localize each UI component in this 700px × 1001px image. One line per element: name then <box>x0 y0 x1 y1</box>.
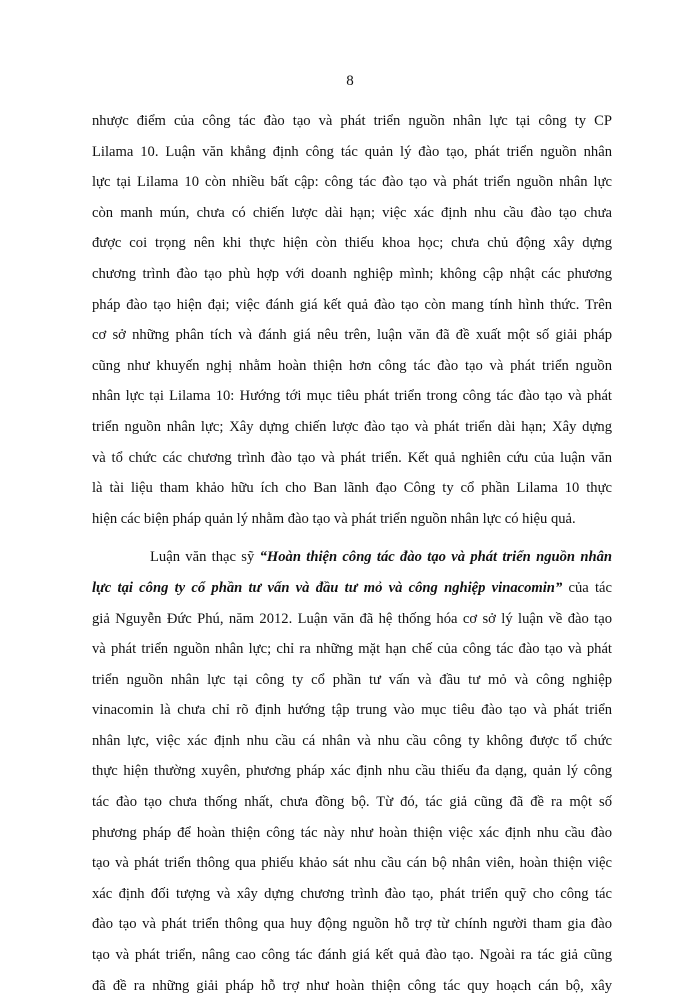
after-title-text: của tác <box>562 579 612 596</box>
text-line: được coi trọng nên khi thực hiện còn thiếu khoa học; chưa chủ động xây dựng <box>92 235 612 252</box>
text-line: đã đề ra những giải pháp hỗ trợ như hoàn thiện công tác quy hoạch cán bộ, xây <box>92 977 612 994</box>
text-line: cũng như khuyến nghị nhằm hoàn thiện hơn công tác đào tạo và phát triển nguồn <box>92 357 612 374</box>
thesis-title-part2: lực tại công ty cổ phần tư vấn và đầu tư mỏ và công nghiệp vinacomin <box>92 579 555 596</box>
text-line: nhược điểm của công tác đào tạo và phát triển nguồn nhân lực tại công ty CP <box>92 113 612 129</box>
text-line: Lilama 10. Luận văn khẳng định công tác quản lý đào tạo, phát triển nguồn nhân <box>92 143 612 160</box>
text-line: còn manh mún, chưa có chiến lược dài hạn; việc xác định nhu cầu đào tạo chưa <box>92 204 612 221</box>
text-line: là tài liệu tham khảo hữu ích cho Ban lãnh đạo Công ty cổ phần Lilama 10 thực <box>92 480 612 497</box>
paragraph-spacer <box>92 534 612 542</box>
paragraph-vinacomin-review <box>92 542 612 1001</box>
text-line: triển nguồn nhân lực tại công ty cổ phần tư vấn và đầu tư mỏ và công nghiệp <box>92 671 612 688</box>
text-line: vinacomin là chưa chỉ rõ định hướng tập trung vào mục tiêu đào tạo và phát triển <box>92 702 612 719</box>
open-quote: “ <box>259 549 267 566</box>
text-line: nhân lực tại Lilama 10: Hướng tới mục tiêu phát triển trong công tác đào tạo và phát <box>92 388 612 405</box>
close-quote: ” <box>554 579 563 596</box>
text-line <box>92 542 612 573</box>
text-line: và tổ chức các chương trình đào tạo và phát triển. Kết quả nghiên cứu của luận văn <box>92 449 612 466</box>
lead-text: Luận văn thạc sỹ <box>150 549 260 566</box>
text-line: hiện các biện pháp quản lý nhằm đào tạo và phát triển nguồn nhân lực có hiệu quả. <box>92 510 576 527</box>
thesis-title-part1: Hoàn thiện công tác đào tạo và phát triển nguồn nhân <box>266 549 612 566</box>
page-number: 8 <box>346 73 354 89</box>
quoted-title <box>260 549 612 565</box>
text-line: cơ sở những phân tích và đánh giá nêu trên, luận văn đã đề xuất một số giải pháp <box>92 327 612 344</box>
text-line: xác định đối tượng và xây dựng chương trình đào tạo, phát triển quỹ cho công tác <box>92 885 612 902</box>
text-line: tạo và phát triển thông qua phiếu khảo sát nhu cầu cán bộ nhân viên, hoàn thiện việc <box>92 855 612 872</box>
text-line: thực hiện thường xuyên, phương pháp xác định nhu cầu thiếu đa dạng, quản lý công <box>92 763 612 780</box>
text-line: đào tạo và phát triển thông qua huy động nguồn hỗ trợ từ chính người tham gia đào <box>92 916 612 933</box>
text-line: giả Nguyễn Đức Phú, năm 2012. Luận văn đã hệ thống hóa cơ sở lý luận về đào tạo <box>92 610 612 627</box>
text-line: nhân lực, việc xác định nhu cầu cá nhân và nhu cầu công ty không được tổ chức <box>92 732 612 749</box>
text-line: tạo và phát triển, nâng cao công tác đánh giá kết quả đào tạo. Ngoài ra tác giả cũng <box>92 947 612 964</box>
text-line: pháp đào tạo hiện đại; việc đánh giá kết quả đào tạo còn mang tính hình thức. Trên <box>92 296 612 313</box>
text-line: phương pháp để hoàn thiện công tác này như hoàn thiện việc xác định nhu cầu đào <box>92 824 612 841</box>
text-line: lực tại Lilama 10 còn nhiều bất cập: công tác đào tạo và phát triển nguồn nhân lực <box>92 174 612 191</box>
text-line: và phát triển nguồn nhân lực; chỉ ra những mặt hạn chế của công tác đào tạo và phát <box>92 641 612 658</box>
text-line: chương trình đào tạo phù hợp với doanh nghiệp mình; không cập nhật các phương <box>92 265 612 282</box>
paragraph-lilama-review <box>92 106 612 534</box>
quoted-title <box>92 580 562 596</box>
text-line: triển nguồn nhân lực; Xây dựng chiến lược đào tạo và phát triển dài hạn; Xây dựng <box>92 418 612 435</box>
text-line: tác đào tạo chưa thống nhất, chưa đồng bộ. Từ đó, tác giả cũng đã đề ra một số <box>92 794 612 811</box>
body-text <box>92 106 612 1001</box>
text-line <box>92 573 612 604</box>
